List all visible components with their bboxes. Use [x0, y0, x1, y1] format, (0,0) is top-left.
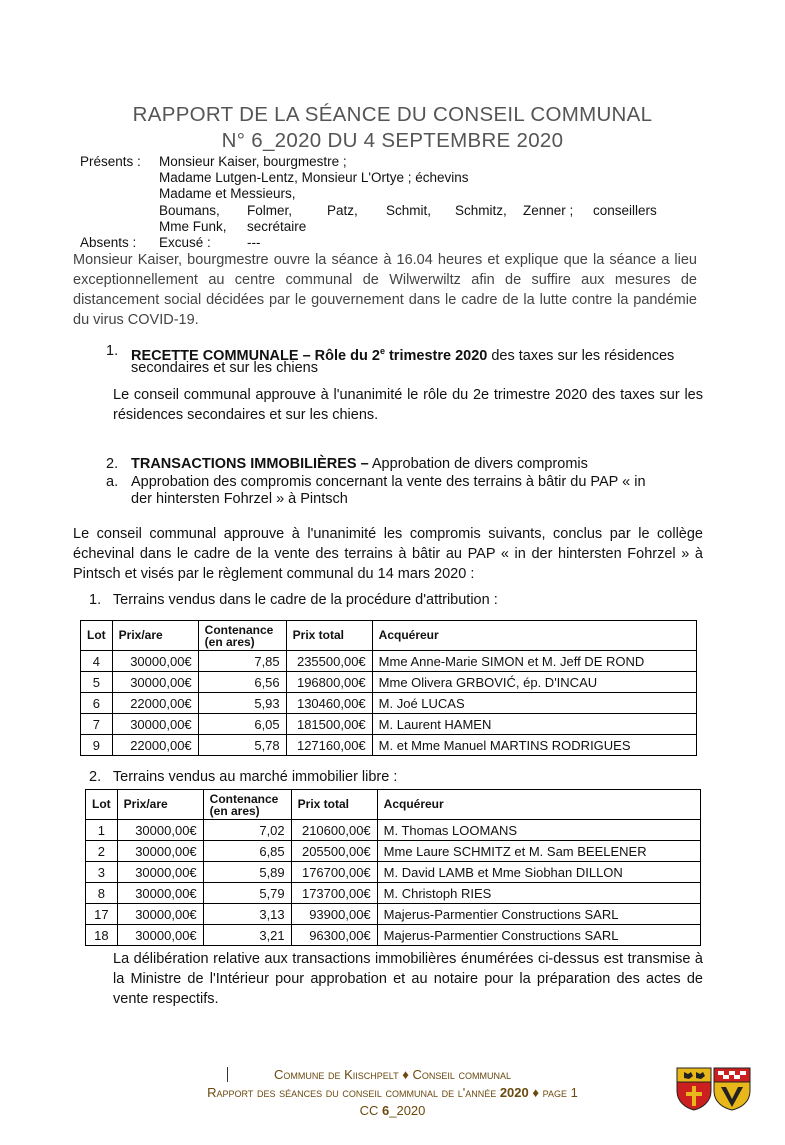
table-row	[86, 862, 701, 883]
cell-total: 181500,00€	[286, 714, 372, 735]
header-lot: Lot	[81, 621, 113, 651]
mayor-line: Monsieur Kaiser, bourgmestre ;	[159, 154, 347, 169]
councillor-name: Patz,	[327, 203, 358, 218]
header-buyer: Acquéreur	[377, 790, 700, 820]
cell-lot: 2	[86, 841, 118, 862]
cell-total: 205500,00€	[291, 841, 377, 862]
cell-lot: 17	[86, 904, 118, 925]
table-row	[81, 672, 697, 693]
footer-cc-prefix: CC	[359, 1103, 379, 1118]
item1-heading-sup: e	[379, 346, 385, 356]
table-row	[86, 883, 701, 904]
header-total: Prix total	[286, 621, 372, 651]
cell-total: 130460,00€	[286, 693, 372, 714]
header-total: Prix total	[291, 790, 377, 820]
header-price: Prix/are	[117, 790, 203, 820]
cell-buyer: M. Christoph RIES	[377, 883, 700, 904]
cell-lot: 3	[86, 862, 118, 883]
cell-price: 22000,00€	[112, 735, 198, 756]
table-row	[86, 841, 701, 862]
cell-area: 7,02	[203, 820, 291, 841]
item1-heading-bold: RECETTE COMMUNALE – Rôle du 2	[131, 347, 380, 364]
cell-buyer: M. Joé LUCAS	[372, 693, 696, 714]
item1-heading-bold2: trimestre 2020	[384, 347, 488, 364]
footer-council: Conseil communal	[412, 1067, 512, 1082]
cell-price: 22000,00€	[112, 693, 198, 714]
header-area-line1: Contenance	[209, 791, 279, 806]
table-header-row	[86, 790, 701, 820]
cell-lot: 5	[81, 672, 113, 693]
item2-sub-line2: der hintersten Fohrzel » à Pintsch	[131, 491, 348, 507]
cell-lot: 6	[81, 693, 113, 714]
cell-area: 6,85	[203, 841, 291, 862]
header-area-line2: (en ares)	[209, 803, 260, 818]
cell-total: 196800,00€	[286, 672, 372, 693]
cell-total: 96300,00€	[291, 925, 377, 946]
table-header-row	[81, 621, 697, 651]
cell-price: 30000,00€	[117, 862, 203, 883]
cell-price: 30000,00€	[112, 672, 198, 693]
cell-buyer: M. et Mme Manuel MARTINS RODRIGUES	[372, 735, 696, 756]
header-buyer: Acquéreur	[372, 621, 696, 651]
cell-area: 5,78	[198, 735, 286, 756]
cell-price: 30000,00€	[117, 904, 203, 925]
cell-lot: 9	[81, 735, 113, 756]
footer-diamond: ♦	[402, 1067, 409, 1082]
cell-price: 30000,00€	[117, 925, 203, 946]
councillor-name: Folmer,	[247, 203, 293, 218]
cell-buyer: M. Laurent HAMEN	[372, 714, 696, 735]
header-area-line1: Contenance	[204, 622, 274, 637]
cell-area: 3,21	[203, 925, 291, 946]
item2-number: 2.	[106, 456, 119, 472]
report-title-line2: N° 6_2020 DU 4 SEPTEMBRE 2020	[221, 129, 564, 152]
cell-buyer: Mme Anne-Marie SIMON et M. Jeff DE ROND	[372, 651, 696, 672]
table-row	[81, 651, 697, 672]
footer-line2	[0, 1085, 785, 1100]
cell-price: 30000,00€	[117, 820, 203, 841]
cell-price: 30000,00€	[117, 841, 203, 862]
table-row	[86, 820, 701, 841]
secretary-name: Mme Funk,	[159, 219, 227, 234]
cell-lot: 7	[81, 714, 113, 735]
cell-lot: 8	[86, 883, 118, 904]
cell-total: 93900,00€	[291, 904, 377, 925]
cell-buyer: Majerus-Parmentier Constructions SARL	[377, 925, 700, 946]
footer-cc-number: 6	[382, 1103, 390, 1118]
absents-label: Absents :	[80, 235, 137, 250]
commune-shield-right-icon	[713, 1067, 751, 1111]
lots-table-attribution	[80, 620, 697, 756]
item1-number: 1.	[106, 343, 119, 359]
lots-table-free-market	[85, 789, 701, 946]
councillor-name: Schmitz,	[455, 203, 507, 218]
excused-label: Excusé :	[159, 235, 211, 250]
councillor-name: Schmit,	[386, 203, 432, 218]
item2-heading	[131, 456, 588, 473]
intro-paragraph: Monsieur Kaiser, bourgmestre ouvre la séance à 16.04 heures et explique que la séance a lieu exceptionnellement au centre communal de Wilwerwiltz afin de suffire aux mesures de distancement social décidées par le gouvernement dans le cadre de la lutte contre la pandémie du virus COVID-19.	[73, 252, 697, 328]
conclusion-paragraph: La délibération relative aux transactions immobilières énumérées ci-dessus est transmise à la Ministre de l'Intérieur pour approbation et au notaire pour la préparation des actes de vente respectifs.	[113, 951, 703, 1007]
councillors-role: conseillers	[593, 203, 657, 218]
cell-total: 235500,00€	[286, 651, 372, 672]
item2-heading-bold: TRANSACTIONS IMMOBILIÈRES –	[131, 456, 369, 472]
item2-sub-letter: a.	[106, 474, 119, 490]
item1-heading-line2: secondaires et sur les chiens	[131, 360, 318, 376]
cell-total: 176700,00€	[291, 862, 377, 883]
cell-price: 30000,00€	[112, 651, 198, 672]
list1-heading: 1. Terrains vendus dans le cadre de la procédure d'attribution :	[89, 592, 498, 608]
footer-diamond: ♦	[532, 1085, 540, 1100]
footer-year: 2020	[499, 1085, 529, 1100]
cell-buyer: M. Thomas LOOMANS	[377, 820, 700, 841]
table-row	[81, 714, 697, 735]
cell-area: 3,13	[203, 904, 291, 925]
councillor-name: Boumans,	[159, 203, 220, 218]
cell-total: 173700,00€	[291, 883, 377, 904]
cell-price: 30000,00€	[112, 714, 198, 735]
table-row	[86, 925, 701, 946]
footer-line3	[0, 1103, 785, 1118]
header-lot: Lot	[86, 790, 118, 820]
cell-area: 5,79	[203, 883, 291, 904]
table-row	[86, 904, 701, 925]
cell-area: 5,89	[203, 862, 291, 883]
table-row	[81, 693, 697, 714]
cell-area: 6,05	[198, 714, 286, 735]
header-area	[198, 621, 286, 651]
aldermen-line: Madame Lutgen-Lentz, Monsieur L'Ortye ; échevins	[159, 170, 469, 185]
footer-cc-suffix: _2020	[389, 1103, 426, 1118]
footer-line1	[0, 1067, 785, 1082]
cell-price: 30000,00€	[117, 883, 203, 904]
header-area-line2: (en ares)	[204, 634, 255, 649]
cell-total: 210600,00€	[291, 820, 377, 841]
cell-lot: 18	[86, 925, 118, 946]
cell-area: 5,93	[198, 693, 286, 714]
item2-heading-rest: Approbation de divers compromis	[368, 456, 588, 472]
list2-heading: 2. Terrains vendus au marché immobilier libre :	[89, 769, 398, 785]
councillors-intro: Madame et Messieurs,	[159, 186, 296, 201]
cell-buyer: Mme Olivera GRBOVIĆ, ép. D'INCAU	[372, 672, 696, 693]
excused-value: ---	[247, 235, 261, 250]
cell-total: 127160,00€	[286, 735, 372, 756]
cell-lot: 4	[81, 651, 113, 672]
cell-area: 7,85	[198, 651, 286, 672]
item1-heading-rest: des taxes sur les résidences	[487, 347, 675, 364]
footer-commune: Commune de Kiischpelt	[273, 1067, 399, 1082]
item2-body: Le conseil communal approuve à l'unanimité les compromis suivants, conclus par le collège échevinal dans le cadre de la vente des terrains à bâtir au PAP « in der hintersten Fohrzel » à Pintsch et visés par le règlement communal du 14 mars 2020 :	[73, 526, 703, 582]
header-area	[203, 790, 291, 820]
commune-shield-left-icon	[676, 1067, 712, 1111]
item1-body: Le conseil communal approuve à l'unanimité le rôle du 2e trimestre 2020 des taxes sur les résidences secondaires et sur les chiens.	[113, 387, 703, 423]
item2-sub-line1: Approbation des compromis concernant la vente des terrains à bâtir du PAP « in	[131, 474, 646, 490]
cell-lot: 1	[86, 820, 118, 841]
cell-buyer: Majerus-Parmentier Constructions SARL	[377, 904, 700, 925]
footer-page: page 1	[542, 1085, 578, 1100]
secretary-role: secrétaire	[247, 219, 307, 234]
cell-buyer: Mme Laure SCHMITZ et M. Sam BEELENER	[377, 841, 700, 862]
table-row	[81, 735, 697, 756]
cell-buyer: M. David LAMB et Mme Siobhan DILLON	[377, 862, 700, 883]
header-price: Prix/are	[112, 621, 198, 651]
report-title-line1: RAPPORT DE LA SÉANCE DU CONSEIL COMMUNAL	[132, 103, 653, 126]
presents-label: Présents :	[80, 154, 141, 169]
cell-area: 6,56	[198, 672, 286, 693]
councillor-name: Zenner ;	[523, 203, 574, 218]
footer-report: Rapport des séances du conseil communal de l'année	[207, 1085, 497, 1100]
